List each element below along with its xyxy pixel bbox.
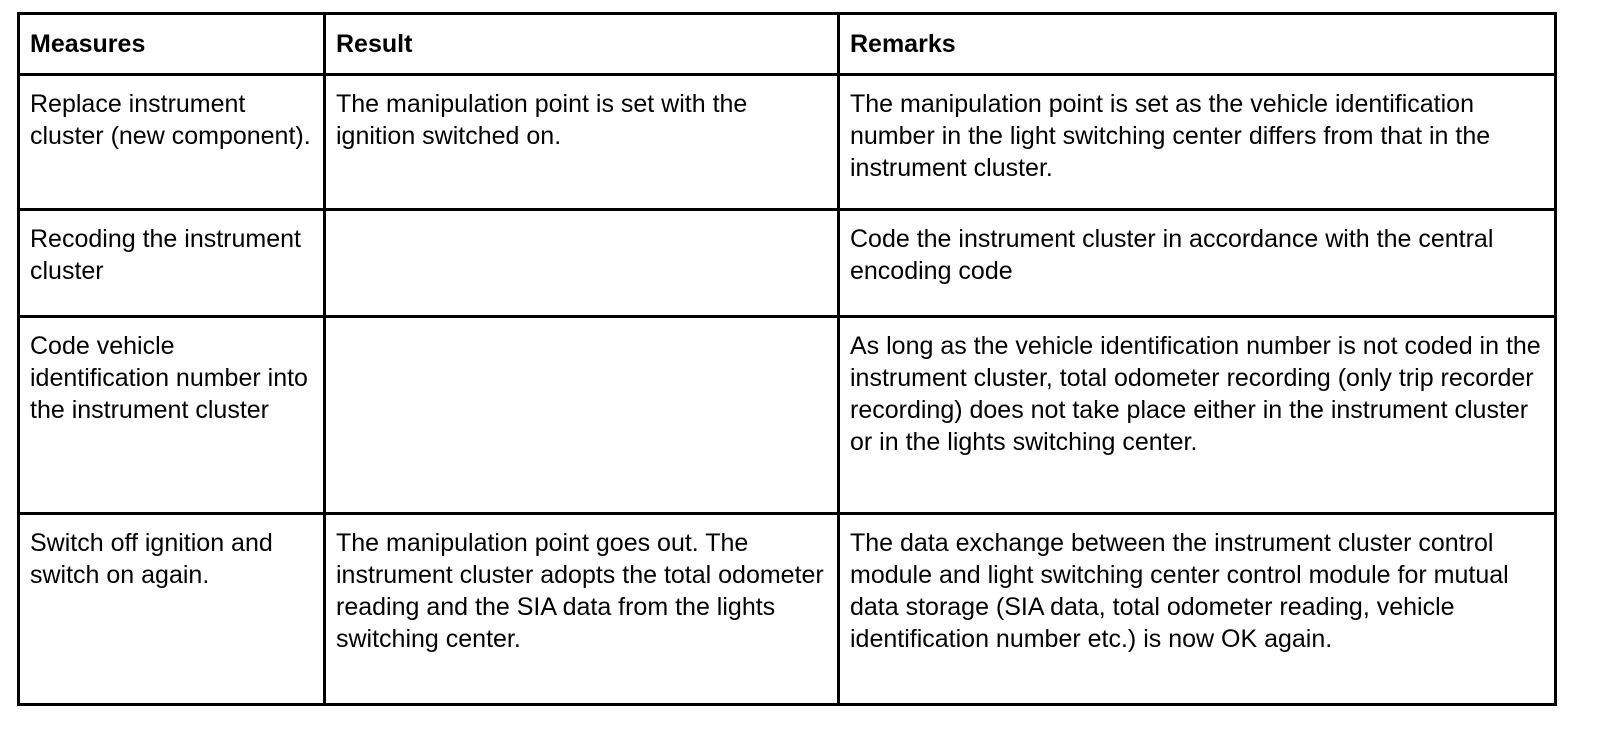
cell-result: The manipulation point goes out. The instrument cluster adopts the total odometer reading and the SIA data from the lights switching center. [325, 514, 839, 705]
table-row [19, 514, 1556, 705]
cell-measures: Recoding the instrument cluster [19, 210, 325, 317]
table-row [19, 210, 1556, 317]
header-result: Result [325, 14, 839, 75]
measures-table [17, 12, 1557, 706]
cell-remarks: The data exchange between the instrument cluster control module and light switching center control module for mutual data storage (SIA data, total odometer reading, vehicle identification number etc.) is now OK again. [839, 514, 1556, 705]
cell-remarks: The manipulation point is set as the vehicle identification number in the light switching center differs from that in the instrument cluster. [839, 75, 1556, 210]
cell-measures: Switch off ignition and switch on again. [19, 514, 325, 705]
cell-result: The manipulation point is set with the ignition switched on. [325, 75, 839, 210]
table-row [19, 317, 1556, 514]
table-row [19, 75, 1556, 210]
cell-result [325, 210, 839, 317]
table-header-row [19, 14, 1556, 75]
header-remarks: Remarks [839, 14, 1556, 75]
cell-remarks: As long as the vehicle identification number is not coded in the instrument cluster, total odometer recording (only trip recorder recording) does not take place either in the instrument cluster or in the lights switching center. [839, 317, 1556, 514]
header-measures: Measures [19, 14, 325, 75]
cell-measures: Replace instrument cluster (new component). [19, 75, 325, 210]
cell-remarks: Code the instrument cluster in accordance with the central encoding code [839, 210, 1556, 317]
cell-result [325, 317, 839, 514]
cell-measures: Code vehicle identification number into the instrument cluster [19, 317, 325, 514]
